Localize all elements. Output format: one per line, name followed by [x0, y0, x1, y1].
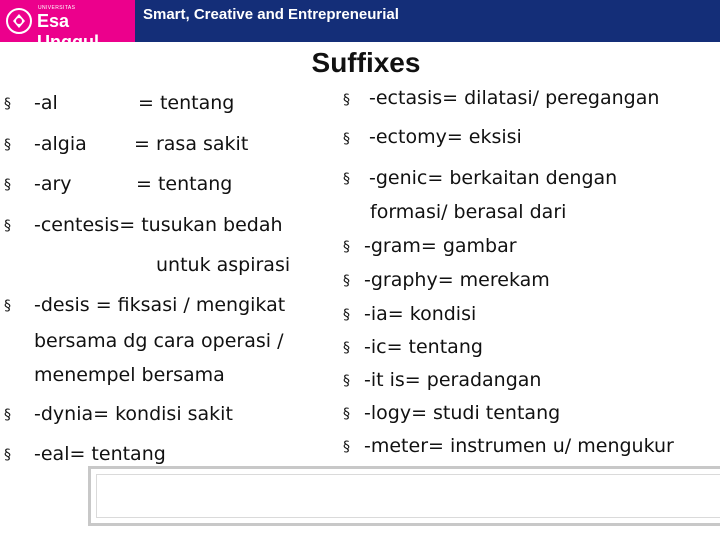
- bullet-icon: §: [4, 96, 11, 112]
- slide-title: Suffixes: [311, 47, 421, 78]
- bullet-icon: §: [343, 171, 350, 187]
- header-bar: [0, 0, 720, 52]
- list-item-line: -gram= gambar: [364, 235, 517, 257]
- logo-name: Esa Unggul: [37, 11, 99, 52]
- list-item-line: menempel bersama: [34, 364, 225, 386]
- bullet-icon: §: [343, 131, 350, 147]
- bullet-icon: §: [343, 439, 350, 455]
- list-item-def: = rasa sakit: [134, 133, 249, 155]
- list-item-line: -meter= instrumen u/ mengukur: [364, 435, 674, 457]
- bullet-icon: §: [4, 407, 11, 423]
- footer-frame-inner: [96, 474, 720, 518]
- list-item-line: -eal= tentang: [34, 443, 166, 465]
- list-item-line: -ia= kondisi: [364, 303, 477, 325]
- list-item-line: -centesis= tusukan bedah: [34, 214, 283, 236]
- list-item-term: -ary: [34, 173, 72, 195]
- bullet-icon: §: [343, 239, 350, 255]
- tagline: Smart, Creative and Entrepreneurial: [143, 6, 399, 23]
- list-item-line: -graphy= merekam: [364, 269, 550, 291]
- bullet-icon: §: [343, 92, 350, 108]
- list-item-def: = tentang: [138, 92, 235, 114]
- bullet-icon: §: [4, 218, 11, 234]
- bullet-icon: §: [4, 298, 11, 314]
- list-item-line: -ic= tentang: [364, 336, 483, 358]
- list-item-line: -ectomy= eksisi: [369, 126, 522, 148]
- logo-subtitle: UNIVERSITAS: [38, 5, 76, 11]
- bullet-icon: §: [343, 340, 350, 356]
- bullet-icon: §: [343, 307, 350, 323]
- logo: [0, 0, 135, 52]
- list-item-line: -dynia= kondisi sakit: [34, 403, 233, 425]
- bullet-icon: §: [4, 447, 11, 463]
- list-item-line: bersama dg cara operasi /: [34, 330, 284, 352]
- list-item-line: untuk aspirasi: [156, 254, 291, 276]
- bullet-icon: §: [343, 273, 350, 289]
- list-item-line: -ectasis= dilatasi/ peregangan: [369, 87, 660, 109]
- logo-mark-icon: [6, 8, 32, 34]
- list-item-line: -genic= berkaitan dengan: [369, 167, 618, 189]
- bullet-icon: §: [4, 137, 11, 153]
- bullet-icon: §: [4, 177, 11, 193]
- list-item-def: = tentang: [136, 173, 233, 195]
- list-item-line: -it is= peradangan: [364, 369, 542, 391]
- list-item-line: -desis = fiksasi / mengikat: [34, 294, 286, 316]
- list-item-line: formasi/ berasal dari: [370, 201, 567, 223]
- list-item-term: -al: [34, 92, 58, 114]
- bullet-icon: §: [343, 373, 350, 389]
- list-item-term: -algia: [34, 133, 87, 155]
- bullet-icon: §: [343, 406, 350, 422]
- list-item-line: -logy= studi tentang: [364, 402, 561, 424]
